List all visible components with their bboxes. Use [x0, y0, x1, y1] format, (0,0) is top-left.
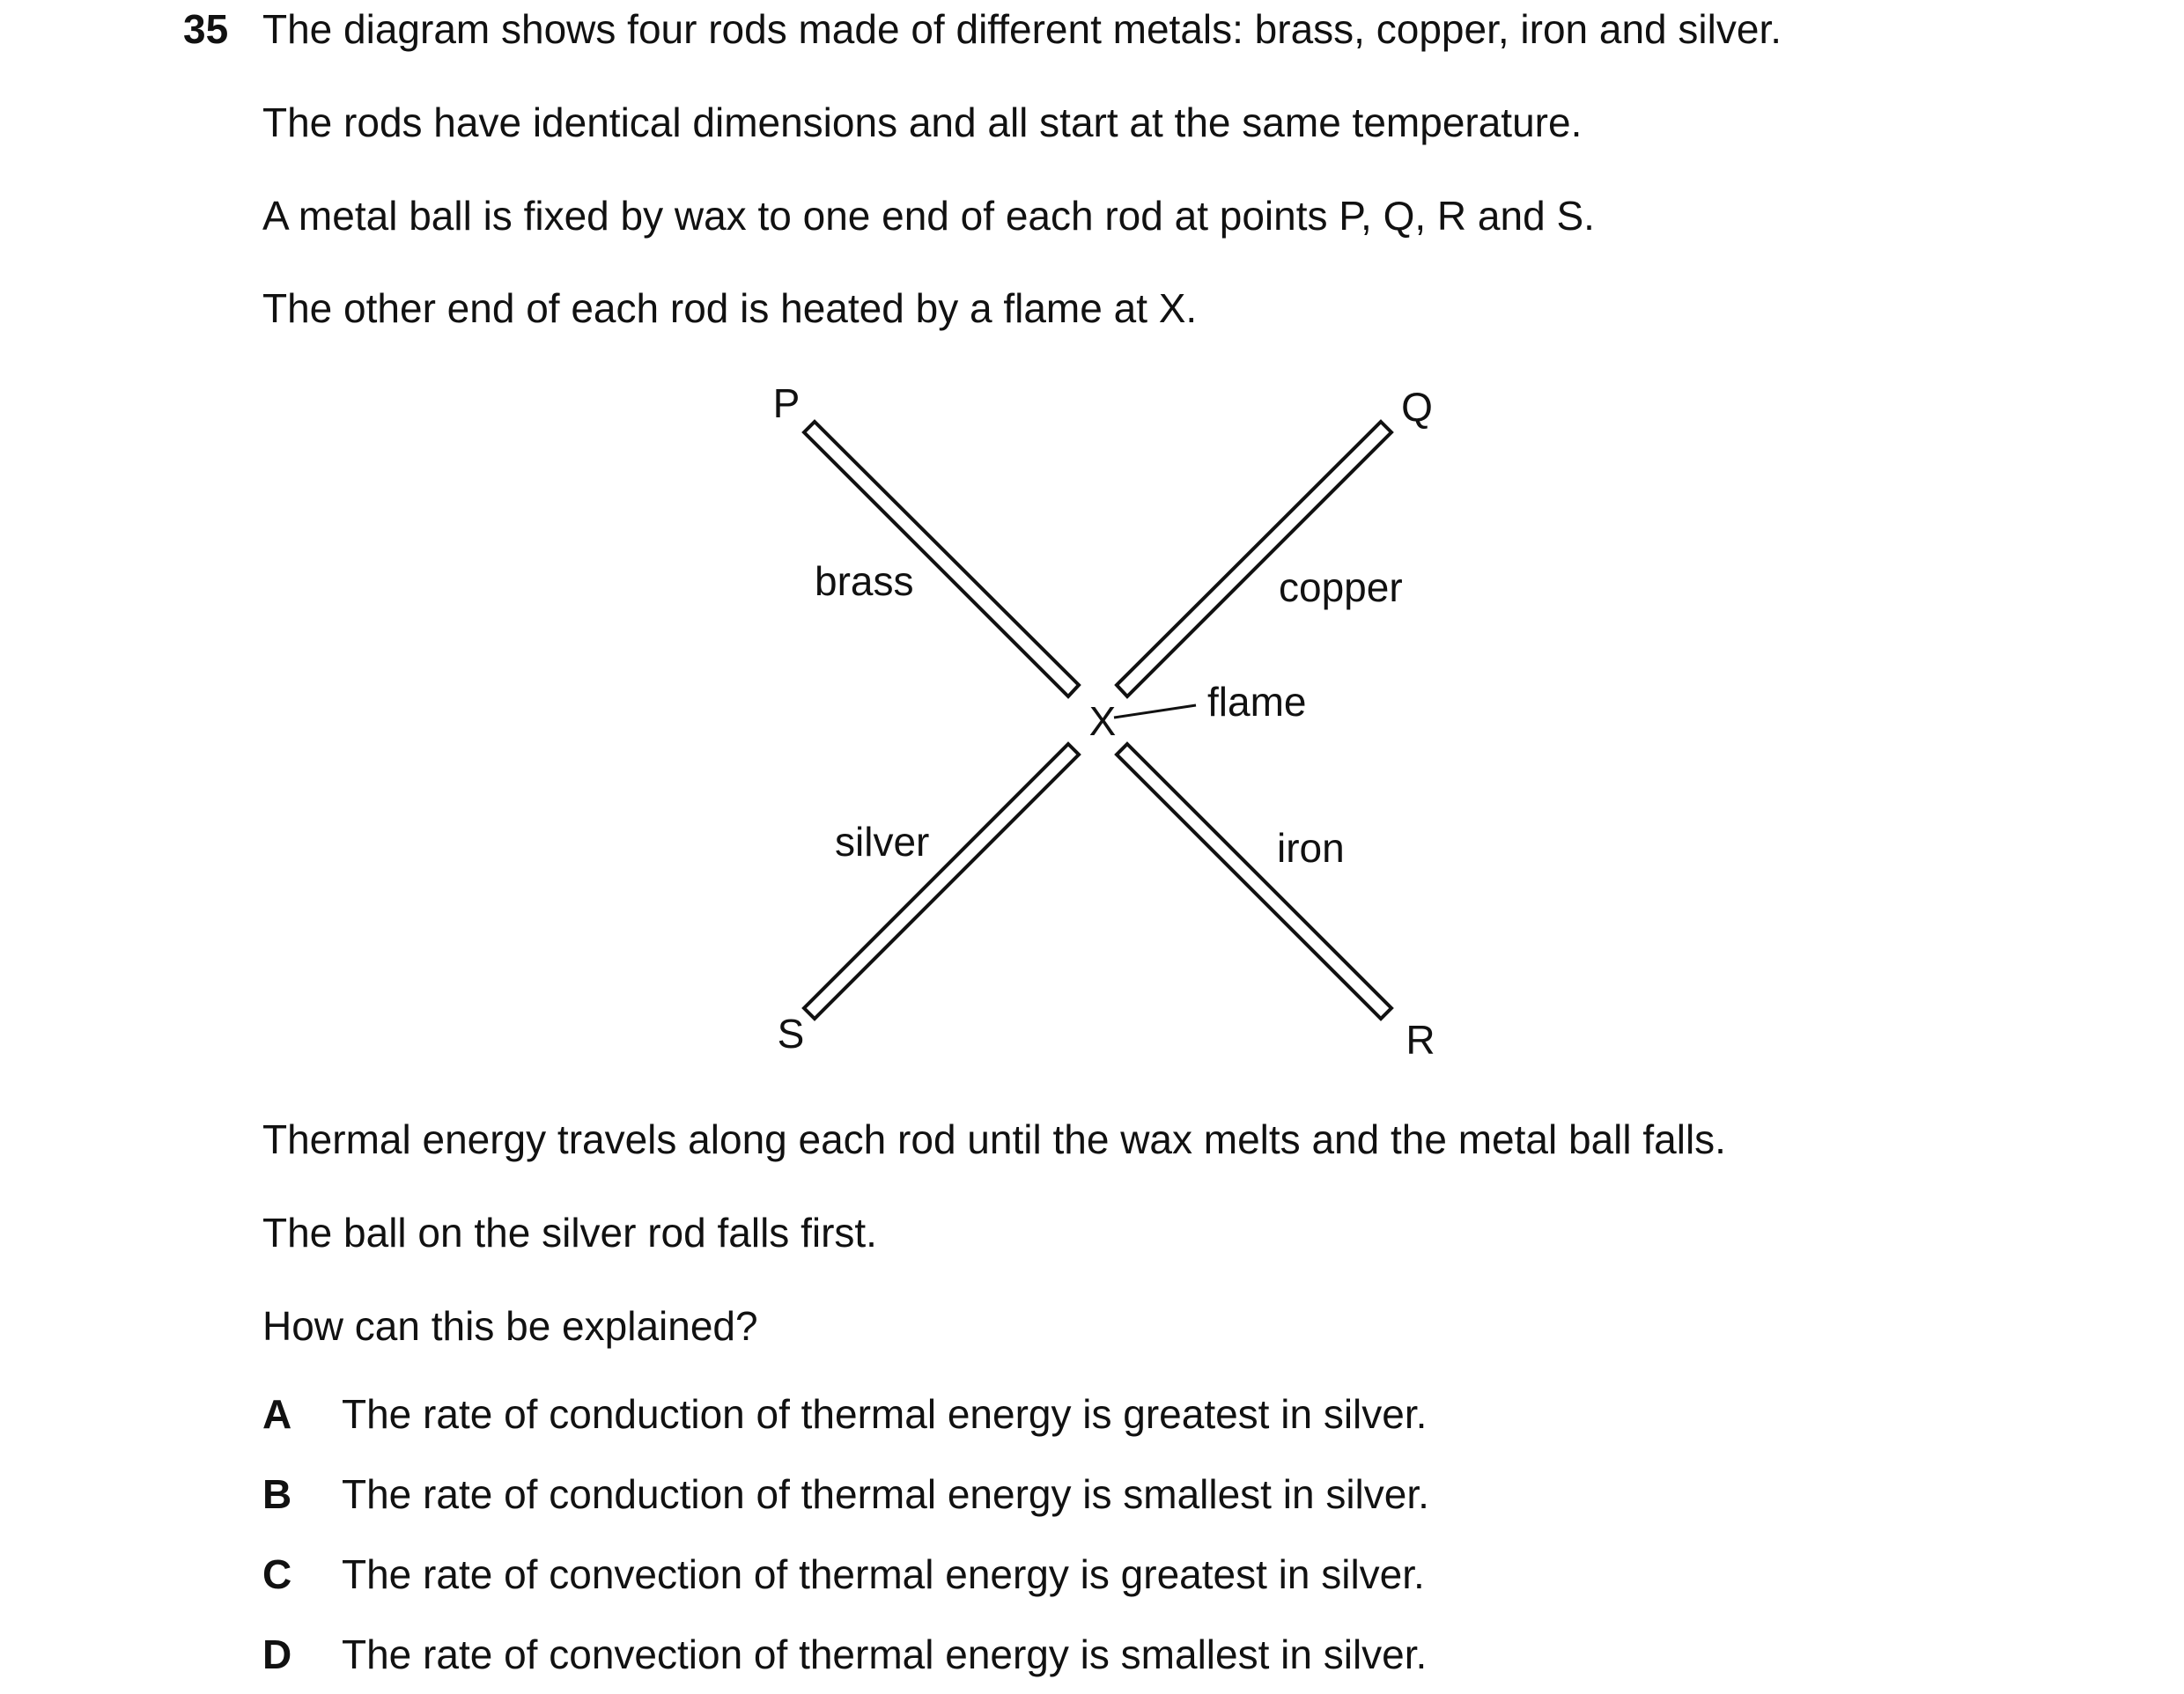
option-text: The rate of conduction of thermal energy is smallest in silver. — [342, 1471, 1429, 1517]
option-letter: B — [262, 1471, 292, 1517]
option-letter: D — [262, 1631, 292, 1677]
point-label-x: X — [1088, 698, 1117, 744]
intro-paragraph-1: The diagram shows four rods made of different metals: brass, copper, iron and silver. — [262, 6, 1782, 52]
question-prompt: How can this be explained? — [262, 1303, 758, 1349]
point-label-p: P — [772, 380, 801, 426]
option-letter: C — [262, 1551, 292, 1597]
intro-paragraph-4: The other end of each rod is heated by a flame at X. — [262, 285, 1198, 331]
intro-paragraph-3: A metal ball is fixed by wax to one end of each rod at points P, Q, R and S. — [262, 193, 1595, 239]
option-text: The rate of convection of thermal energy is smallest in silver. — [342, 1631, 1428, 1677]
rod-label-silver: silver — [835, 819, 930, 865]
rod-label-brass: brass — [815, 558, 914, 604]
point-label-q: Q — [1401, 384, 1433, 430]
intro-paragraph-2: The rods have identical dimensions and all start at the same temperature. — [262, 99, 1583, 145]
point-label-s: S — [777, 1011, 805, 1057]
flame-leader-line — [1114, 705, 1196, 718]
point-label-r: R — [1406, 1017, 1435, 1063]
rod-label-iron: iron — [1277, 825, 1345, 871]
body-paragraph-1: Thermal energy travels along each rod until the wax melts and the metal ball falls. — [262, 1116, 1726, 1162]
copper-rod — [1117, 422, 1391, 696]
question-number: 35 — [183, 6, 229, 52]
option-letter: A — [262, 1391, 292, 1437]
iron-rod — [1117, 744, 1391, 1019]
silver-rod — [804, 744, 1079, 1019]
flame-label: flame — [1207, 679, 1307, 725]
rod-label-copper: copper — [1279, 564, 1403, 610]
option-text: The rate of convection of thermal energy is greatest in silver. — [342, 1551, 1425, 1597]
option-text: The rate of conduction of thermal energy is greatest in silver. — [342, 1391, 1428, 1437]
body-paragraph-2: The ball on the silver rod falls first. — [262, 1210, 877, 1256]
